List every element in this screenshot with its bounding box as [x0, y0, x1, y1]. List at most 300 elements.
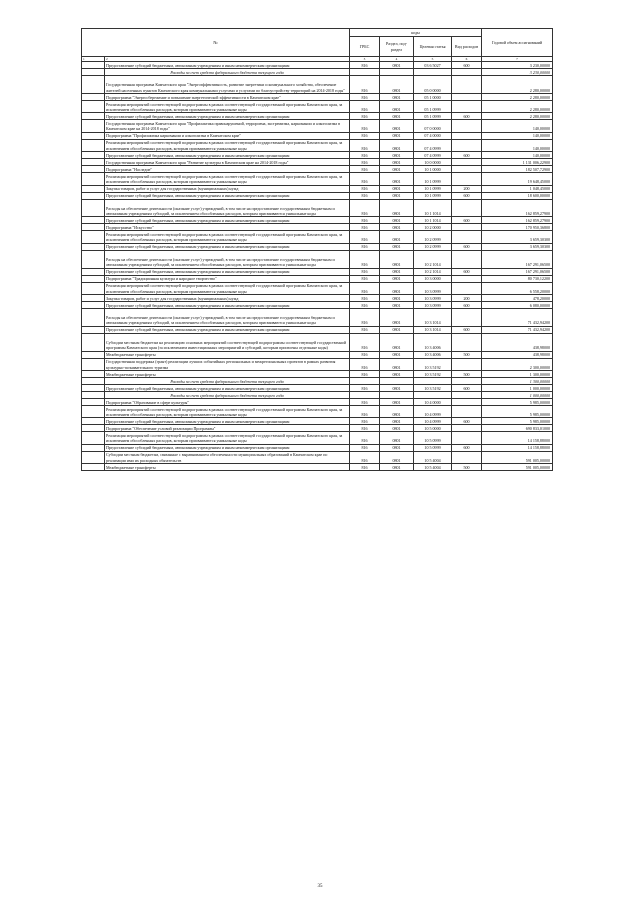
row-grbs: 816	[350, 351, 380, 358]
row-amount: 182 507,72900	[482, 166, 553, 173]
row-index-cell	[82, 333, 105, 351]
row-grbs: 816	[350, 231, 380, 243]
row-description: Подпрограмма "Профилактика наркомании и алкоголизма в Камчатском крае"	[105, 132, 350, 139]
row-razdel: 0801	[380, 199, 414, 217]
row-target-article: 10 2 1014	[414, 250, 452, 268]
row-index-cell	[82, 370, 105, 377]
row-expense-type: 600	[452, 384, 482, 391]
row-description: Межбюджетные трансферты	[105, 464, 350, 471]
row-description: Государственная поддержка (грант) реализации лучших событийных региональных и межрегиональных проектов в рамках развития культурно-познавательного туризма	[105, 358, 350, 370]
row-amount: 71 432,94200	[482, 308, 553, 326]
row-target-article: 10 5 4004	[414, 464, 452, 471]
row-amount: 591 005,00000	[482, 451, 553, 463]
row-target-article	[414, 69, 452, 76]
table-row	[82, 451, 553, 463]
row-razdel: 0801	[380, 301, 414, 308]
row-target-article: 10 3 0999	[414, 294, 452, 301]
row-grbs: 816	[350, 384, 380, 391]
row-grbs: 816	[350, 173, 380, 185]
row-description: Межбюджетные трансферты	[105, 370, 350, 377]
row-amount: 5 985,00000	[482, 418, 553, 425]
row-amount: 478,20000	[482, 294, 553, 301]
row-razdel: 0801	[380, 451, 414, 463]
header-razdel: Раздел, под-раздел	[380, 37, 414, 57]
row-index-cell	[82, 139, 105, 151]
row-amount: 140,00000	[482, 139, 553, 151]
row-expense-type: 600	[452, 217, 482, 224]
row-index-cell	[82, 101, 105, 113]
row-index-cell	[82, 243, 105, 250]
row-grbs: 816	[350, 370, 380, 377]
row-description: Реализация мероприятий соответствующей подпрограммы в рамках соответствующей государственной программы Камчатского края, за исключением обособленных расходов, которым присваиваются уникальные коды	[105, 173, 350, 185]
row-razdel: 0801	[380, 243, 414, 250]
row-razdel	[380, 69, 414, 76]
row-razdel: 0801	[380, 185, 414, 192]
row-index-cell	[82, 405, 105, 417]
row-description: Подпрограмма "Искусство"	[105, 224, 350, 231]
table-row	[82, 418, 553, 425]
row-amount: 170 950,36800	[482, 224, 553, 231]
row-grbs: 816	[350, 326, 380, 333]
row-expense-type: 600	[452, 243, 482, 250]
row-amount: 438,98000	[482, 333, 553, 351]
row-target-article: 10 3 5192	[414, 358, 452, 370]
table-row	[82, 432, 553, 444]
row-razdel: 0801	[380, 152, 414, 159]
row-amount: 1 300,00000	[482, 377, 553, 384]
row-razdel: 0801	[380, 224, 414, 231]
row-target-article: 10 3 0999	[414, 301, 452, 308]
row-index-cell	[82, 308, 105, 326]
budget-table	[81, 28, 553, 471]
row-amount: 18 600,00000	[482, 192, 553, 199]
row-target-article: 10 3 4006	[414, 351, 452, 358]
row-razdel: 0801	[380, 370, 414, 377]
table-row	[82, 113, 553, 120]
table-row	[82, 152, 553, 159]
row-expense-type: 600	[452, 113, 482, 120]
row-target-article: 10 2 1014	[414, 268, 452, 275]
row-description: Предоставление субсидий бюджетным, автономным учреждениям и иным некоммерческим организациям	[105, 268, 350, 275]
row-expense-type	[452, 94, 482, 101]
row-razdel: 0801	[380, 132, 414, 139]
table-row	[82, 405, 553, 417]
row-target-article: 10 1 0999	[414, 185, 452, 192]
row-expense-type: 600	[452, 418, 482, 425]
row-description: Реализация мероприятий соответствующей подпрограммы в рамках соответствующей государственной программы Камчатского края, за исключением обособленных расходов, которым присваиваются уникальные коды	[105, 231, 350, 243]
row-description: Предоставление субсидий бюджетным, автономным учреждениям и иным некоммерческим организациям	[105, 62, 350, 69]
row-description: Подпрограмма "Традиционная культура и народное творчество"	[105, 275, 350, 282]
row-index-cell	[82, 391, 105, 398]
row-amount: 690 833,01000	[482, 425, 553, 432]
row-index-cell	[82, 185, 105, 192]
row-expense-type: 600	[452, 62, 482, 69]
table-row	[82, 94, 553, 101]
row-amount: 3 230,00000	[482, 69, 553, 76]
row-target-article: 10 1 0999	[414, 173, 452, 185]
row-amount: 1 000,00000	[482, 391, 553, 398]
table-row	[82, 139, 553, 151]
row-amount: 3 659,30300	[482, 231, 553, 243]
row-grbs: 816	[350, 358, 380, 370]
row-grbs: 816	[350, 294, 380, 301]
row-razdel: 0801	[380, 282, 414, 294]
row-amount: 2 300,00000	[482, 358, 553, 370]
row-expense-type	[452, 101, 482, 113]
row-target-article: 10 3 1014	[414, 308, 452, 326]
row-index-cell	[82, 192, 105, 199]
row-amount: 438,98000	[482, 351, 553, 358]
row-target-article: 10 1 0999	[414, 192, 452, 199]
row-amount: 140,00000	[482, 152, 553, 159]
row-target-article: 10 3 4006	[414, 333, 452, 351]
row-razdel: 0801	[380, 432, 414, 444]
row-razdel: 0801	[380, 62, 414, 69]
row-description: Расходы за счет средств федерального бюджета текущего года	[105, 391, 350, 398]
budget-table-sheet	[81, 28, 552, 471]
row-expense-type	[452, 199, 482, 217]
row-target-article: 05 1 0999	[414, 113, 452, 120]
header-expense-type: Вид расходов	[452, 37, 482, 57]
row-grbs: 816	[350, 139, 380, 151]
row-grbs	[350, 391, 380, 398]
row-expense-type	[452, 69, 482, 76]
row-index-cell	[82, 173, 105, 185]
row-expense-type	[452, 405, 482, 417]
table-row	[82, 224, 553, 231]
table-row	[82, 398, 553, 405]
colnum-cell: 7	[482, 57, 553, 62]
row-description: Предоставление субсидий бюджетным, автономным учреждениям и иным некоммерческим организациям	[105, 152, 350, 159]
row-razdel: 0801	[380, 308, 414, 326]
row-razdel: 0801	[380, 76, 414, 94]
row-index-cell	[82, 76, 105, 94]
row-expense-type: 200	[452, 185, 482, 192]
row-expense-type	[452, 166, 482, 173]
row-description: Предоставление субсидий бюджетным, автономным учреждениям и иным некоммерческим организациям	[105, 243, 350, 250]
row-grbs: 816	[350, 398, 380, 405]
row-amount: 14 158,88000	[482, 432, 553, 444]
row-amount: 1 048,45000	[482, 185, 553, 192]
table-row	[82, 333, 553, 351]
row-expense-type	[452, 391, 482, 398]
row-index-cell	[82, 294, 105, 301]
row-index-cell	[82, 69, 105, 76]
row-expense-type	[452, 231, 482, 243]
row-index-cell	[82, 250, 105, 268]
row-amount: 5 985,00000	[482, 398, 553, 405]
row-razdel: 0801	[380, 275, 414, 282]
row-description: Предоставление субсидий бюджетным, автономным учреждениям и иным некоммерческим организациям	[105, 217, 350, 224]
row-target-article: 10 1 1014	[414, 217, 452, 224]
row-expense-type	[452, 120, 482, 132]
row-description: Реализация мероприятий соответствующей подпрограммы в рамках соответствующей государственной программы Камчатского края, за исключением обособленных расходов, которым присваиваются уникальные коды	[105, 139, 350, 151]
row-razdel: 0801	[380, 294, 414, 301]
row-index-cell	[82, 451, 105, 463]
row-grbs: 816	[350, 432, 380, 444]
row-index-cell	[82, 159, 105, 166]
table-row	[82, 217, 553, 224]
row-expense-type: 600	[452, 301, 482, 308]
row-description: Субсидии местным бюджетам, связанные с выравниванием обеспеченности муниципальных образований в Камчатском крае по реализации ими их расходных обязательств	[105, 451, 350, 463]
table-note-row	[82, 377, 553, 384]
row-amount: 591 005,00000	[482, 464, 553, 471]
row-target-article: 10 2 0999	[414, 243, 452, 250]
row-expense-type: 500	[452, 351, 482, 358]
row-target-article: 05 1 0000	[414, 94, 452, 101]
row-index-cell	[82, 132, 105, 139]
row-grbs: 816	[350, 418, 380, 425]
row-expense-type: 600	[452, 152, 482, 159]
table-row	[82, 358, 553, 370]
row-amount: 6 080,00000	[482, 301, 553, 308]
row-expense-type	[452, 224, 482, 231]
row-expense-type	[452, 377, 482, 384]
colnum-cell: 1	[82, 57, 105, 62]
row-index-cell	[82, 217, 105, 224]
row-razdel	[380, 391, 414, 398]
row-expense-type: 500	[452, 370, 482, 377]
row-description: Предоставление субсидий бюджетным, автономным учреждениям и иным некоммерческим организациям	[105, 418, 350, 425]
row-grbs: 816	[350, 76, 380, 94]
row-amount: 1 000,00000	[482, 384, 553, 391]
row-razdel: 0801	[380, 113, 414, 120]
row-index-cell	[82, 62, 105, 69]
row-target-article: 10 4 0000	[414, 398, 452, 405]
row-grbs: 816	[350, 243, 380, 250]
row-target-article: 10 3 5192	[414, 384, 452, 391]
row-amount: 1 300,00000	[482, 370, 553, 377]
row-target-article: 10 4 0999	[414, 418, 452, 425]
row-expense-type	[452, 398, 482, 405]
row-expense-type	[452, 275, 482, 282]
row-description: Предоставление субсидий бюджетным, автономным учреждениям и иным некоммерческим организациям	[105, 384, 350, 391]
row-target-article: 05 0 0000	[414, 76, 452, 94]
table-row	[82, 199, 553, 217]
budget-rows	[82, 62, 553, 471]
row-amount: 6 558,20000	[482, 282, 553, 294]
row-index-cell	[82, 418, 105, 425]
row-target-article: 03 6 5027	[414, 62, 452, 69]
row-grbs: 816	[350, 101, 380, 113]
row-target-article	[414, 377, 452, 384]
row-target-article: 10 5 0000	[414, 425, 452, 432]
header-target-article: Целевая статья	[414, 37, 452, 57]
row-target-article: 10 0 0000	[414, 159, 452, 166]
row-grbs: 816	[350, 185, 380, 192]
row-razdel: 0801	[380, 94, 414, 101]
colnum-cell: 2	[105, 57, 350, 62]
row-amount: 2 280,00000	[482, 94, 553, 101]
row-razdel: 0801	[380, 250, 414, 268]
row-target-article	[414, 391, 452, 398]
row-target-article: 10 2 0999	[414, 231, 452, 243]
row-expense-type	[452, 132, 482, 139]
table-row	[82, 185, 553, 192]
row-expense-type	[452, 76, 482, 94]
row-target-article: 10 5 4004	[414, 451, 452, 463]
row-description: Предоставление субсидий бюджетным, автономным учреждениям и иным некоммерческим организациям	[105, 113, 350, 120]
row-grbs: 816	[350, 275, 380, 282]
header-annual-volume: Годовой объем ассигнований	[482, 29, 553, 57]
row-index-cell	[82, 384, 105, 391]
row-amount: 2 280,00000	[482, 113, 553, 120]
row-expense-type	[452, 333, 482, 351]
row-index-cell	[82, 358, 105, 370]
row-grbs: 816	[350, 152, 380, 159]
row-target-article: 10 1 1014	[414, 199, 452, 217]
row-expense-type: 600	[452, 444, 482, 451]
table-row	[82, 101, 553, 113]
row-razdel: 0801	[380, 384, 414, 391]
table-row	[82, 166, 553, 173]
row-index-cell	[82, 377, 105, 384]
table-row	[82, 268, 553, 275]
row-expense-type: 600	[452, 326, 482, 333]
row-index-cell	[82, 113, 105, 120]
row-description: Предоставление субсидий бюджетным, автономным учреждениям и иным некоммерческим организациям	[105, 192, 350, 199]
row-index-cell	[82, 94, 105, 101]
row-amount: 2 280,00000	[482, 101, 553, 113]
row-expense-type	[452, 425, 482, 432]
row-index-cell	[82, 425, 105, 432]
row-razdel: 0801	[380, 358, 414, 370]
table-row	[82, 62, 553, 69]
row-expense-type	[452, 358, 482, 370]
header-number: №	[82, 29, 350, 57]
row-amount: 19 648,45000	[482, 173, 553, 185]
row-target-article: 10 5 0999	[414, 444, 452, 451]
row-target-article: 10 2 0000	[414, 224, 452, 231]
row-grbs: 816	[350, 132, 380, 139]
row-grbs: 816	[350, 464, 380, 471]
row-description: Подпрограмма "Энергосбережение и повышение энергетической эффективности в Камчатском крае"	[105, 94, 350, 101]
row-description: Расходы на обеспечение деятельности (оказание услуг) учреждений, в том числе на предоставление государственным бюджетным и автономным учреждениям субсидий, за исключением обособленных расходов, которым присваиваются уникальные коды	[105, 199, 350, 217]
row-expense-type: 600	[452, 268, 482, 275]
row-razdel: 0801	[380, 173, 414, 185]
row-index-cell	[82, 120, 105, 132]
row-index-cell	[82, 275, 105, 282]
row-grbs: 816	[350, 268, 380, 275]
row-description: Реализация мероприятий соответствующей подпрограммы в рамках соответствующей государственной программы Камчатского края, за исключением обособленных расходов, которым присваиваются уникальные коды	[105, 282, 350, 294]
row-razdel: 0801	[380, 159, 414, 166]
table-row	[82, 231, 553, 243]
row-index-cell	[82, 444, 105, 451]
row-razdel: 0801	[380, 464, 414, 471]
row-expense-type	[452, 282, 482, 294]
row-target-article: 07 0 0000	[414, 120, 452, 132]
row-description: Закупка товаров, работ и услуг для государственных (муниципальных) нужд	[105, 185, 350, 192]
colnum-cell: 4	[380, 57, 414, 62]
row-expense-type	[452, 451, 482, 463]
row-index-cell	[82, 224, 105, 231]
table-note-row	[82, 391, 553, 398]
row-amount: 162 859,27900	[482, 217, 553, 224]
row-description: Предоставление субсидий бюджетным, автономным учреждениям и иным некоммерческим организациям	[105, 301, 350, 308]
row-grbs	[350, 377, 380, 384]
header-grbs: ГРБС	[350, 37, 380, 57]
row-amount: 5 985,00000	[482, 405, 553, 417]
row-grbs: 816	[350, 425, 380, 432]
table-row	[82, 370, 553, 377]
row-grbs: 816	[350, 199, 380, 217]
table-row	[82, 308, 553, 326]
row-target-article: 05 1 0999	[414, 101, 452, 113]
row-razdel: 0801	[380, 166, 414, 173]
row-index-cell	[82, 398, 105, 405]
row-razdel: 0801	[380, 333, 414, 351]
row-expense-type: 500	[452, 464, 482, 471]
row-amount: 71 432,94200	[482, 326, 553, 333]
table-row	[82, 294, 553, 301]
table-row	[82, 243, 553, 250]
row-grbs: 816	[350, 192, 380, 199]
row-description: Реализация мероприятий соответствующей подпрограммы в рамках соответствующей государственной программы Камчатского края, за исключением обособленных расходов, которым присваиваются уникальные коды	[105, 432, 350, 444]
row-index-cell	[82, 432, 105, 444]
row-description: Подпрограмма "Образование в сфере культуры"	[105, 398, 350, 405]
row-grbs: 816	[350, 282, 380, 294]
row-description: Расходы на обеспечение деятельности (оказание услуг) учреждений, в том числе на предоставление государственным бюджетным и автономным учреждениям субсидий, за исключением обособленных расходов, которым присваиваются уникальные коды	[105, 250, 350, 268]
row-amount: 14 158,88000	[482, 444, 553, 451]
table-row	[82, 275, 553, 282]
row-index-cell	[82, 351, 105, 358]
row-razdel: 0801	[380, 418, 414, 425]
row-amount: 162 859,27900	[482, 199, 553, 217]
row-index-cell	[82, 326, 105, 333]
row-index-cell	[82, 282, 105, 294]
colnum-cell: 5	[414, 57, 452, 62]
row-description: Государственная программа Камчатского края "Развитие культуры в Камчатском крае на 2014-2018 годы"	[105, 159, 350, 166]
row-amount: 3 230,00000	[482, 62, 553, 69]
row-grbs: 816	[350, 217, 380, 224]
row-razdel: 0801	[380, 268, 414, 275]
table-row	[82, 464, 553, 471]
row-expense-type	[452, 173, 482, 185]
row-index-cell	[82, 152, 105, 159]
row-description: Реализация мероприятий соответствующей подпрограммы в рамках соответствующей государственной программы Камчатского края, за исключением обособленных расходов, которым присваиваются уникальные коды	[105, 101, 350, 113]
table-row	[82, 444, 553, 451]
row-grbs	[350, 69, 380, 76]
table-row	[82, 282, 553, 294]
row-razdel: 0801	[380, 217, 414, 224]
table-row	[82, 351, 553, 358]
row-grbs: 816	[350, 444, 380, 451]
row-index-cell	[82, 464, 105, 471]
row-description: Субсидии местным бюджетам на реализацию основных мероприятий соответствующей подпрограммы соответствующей государственной программы Камчатского края (за исключением инвестиционных мероприятий и субсидий, которым присвоены отдельные коды)	[105, 333, 350, 351]
row-razdel: 0801	[380, 326, 414, 333]
page-number: 35	[317, 884, 323, 889]
row-razdel: 0801	[380, 425, 414, 432]
row-index-cell	[82, 231, 105, 243]
table-row	[82, 192, 553, 199]
table-note-row	[82, 69, 553, 76]
row-expense-type	[452, 308, 482, 326]
row-target-article: 10 4 0999	[414, 405, 452, 417]
row-amount: 3 659,30300	[482, 243, 553, 250]
row-razdel	[380, 377, 414, 384]
row-description: Реализация мероприятий соответствующей подпрограммы в рамках соответствующей государственной программы Камчатского края, за исключением обособленных расходов, которым присваиваются уникальные коды	[105, 405, 350, 417]
row-expense-type: 200	[452, 294, 482, 301]
row-description: Межбюджетные трансферты	[105, 351, 350, 358]
row-amount: 140,00000	[482, 132, 553, 139]
row-target-article: 07 4 0000	[414, 132, 452, 139]
row-expense-type	[452, 139, 482, 151]
table-row	[82, 384, 553, 391]
row-target-article: 10 5 0999	[414, 432, 452, 444]
row-description: Государственная программа Камчатского края "Профилактика правонарушений, терроризма, экстремизма, наркомании и алкоголизма в Камчатском крае на 2014-2018 годы"	[105, 120, 350, 132]
row-grbs: 816	[350, 94, 380, 101]
row-razdel: 0801	[380, 101, 414, 113]
